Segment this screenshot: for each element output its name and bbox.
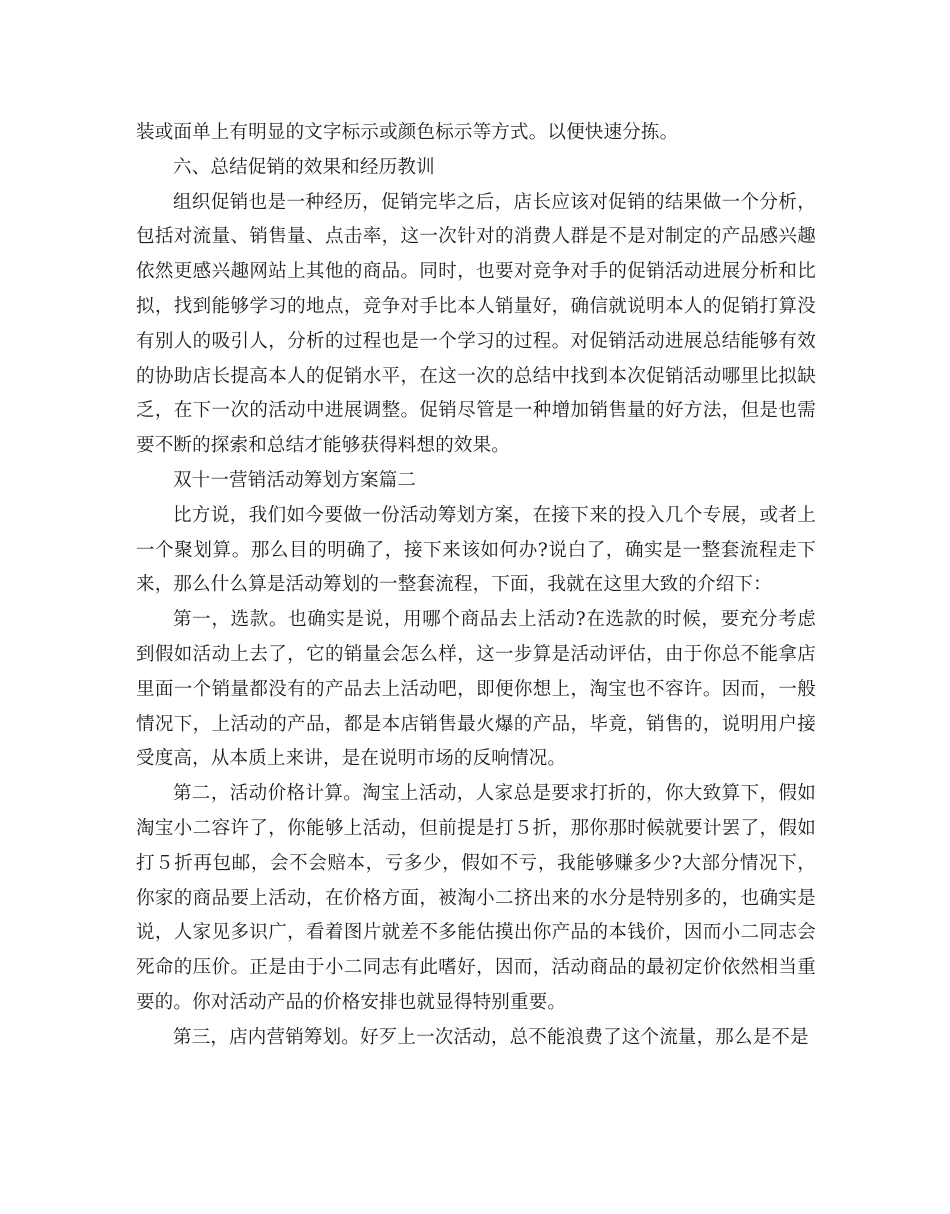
paragraph-intro: 比方说，我们如今要做一份活动筹划方案，在接下来的投入几个专展，或者上一个聚划算。那么目的明确了，接下来该如何办?说白了，确实是一整套流程走下来，那么什么算是活动筹划的一整套流程，下面，我就在这里大致的介绍下： — [136, 504, 816, 596]
paragraph-step-two: 第二，活动价格计算。淘宝上活动，人家总是要求打折的，你大致算下，假如淘宝小二容许了，你能够上活动，但前提是打５折，那你那时候就要计罢了，假如打５折再包邮，会不会赔本，亏多少，假如不亏，我能够赚多少?大部分情况下，你家的商品要上活动，在价格方面，被淘小二挤出来的水分是特别多的，也确实是说，人家见多识广，看着图片就差不多能估摸出你产品的本钱价，因而小二同志会死命的压价。正是由于小二同志有此嗜好，因而，活动商品的最初定价依然相当重要的。你对活动产品的价格安排也就显得特别重要。 — [136, 783, 816, 1013]
section-heading-plan-two: 双十一营销活动筹划方案篇二 — [173, 469, 417, 491]
paragraph-summary-body: 组织促销也是一种经历，促销完毕之后，店长应该对促销的结果做一个分析，包括对流量、销售量、点击率，这一次针对的消费人群是不是对制定的产品感兴趣依然更感兴趣网站上其他的商品。同时，也要对竞争对手的促销活动进展分析和比拟，找到能够学习的地点，竞争对手比本人销量好，确信就说明本人的促销打算没有别人的吸引人，分析的过程也是一个学习的过程。对促销活动进展总结能够有效的协助店长提高本人的促销水平，在这一次的总结中找到本次促销活动哪里比拟缺乏，在下一次的活动中进展调整。促销尽管是一种增加销售量的好方法，但是也需要不断的探索和总结才能够获得料想的效果。 — [136, 191, 816, 457]
paragraph-step-one: 第一，选款。也确实是说，用哪个商品去上活动?在选款的时候，要充分考虑到假如活动上去了，它的销量会怎么样，这一步算是活动评估，由于你总不能拿店里面一个销量都没有的产品去上活动吧，即便你想上，淘宝也不容许。因而，一般情况下，上活动的产品，都是本店销售最火爆的产品，毕竟，销售的，说明用户接受度高，从本质上来讲，是在说明市场的反响情况。 — [136, 609, 816, 770]
paragraph-continuation: 装或面单上有明显的文字标示或颜色标示等方式。以便快速分拣。 — [136, 122, 679, 143]
section-heading-summary: 六、总结促销的效果和经历教训 — [173, 156, 435, 178]
document-body — [136, 116, 816, 1056]
paragraph-step-three: 第三，店内营销筹划。好歹上一次活动，总不能浪费了这个流量，那么是不是 — [173, 1026, 809, 1048]
